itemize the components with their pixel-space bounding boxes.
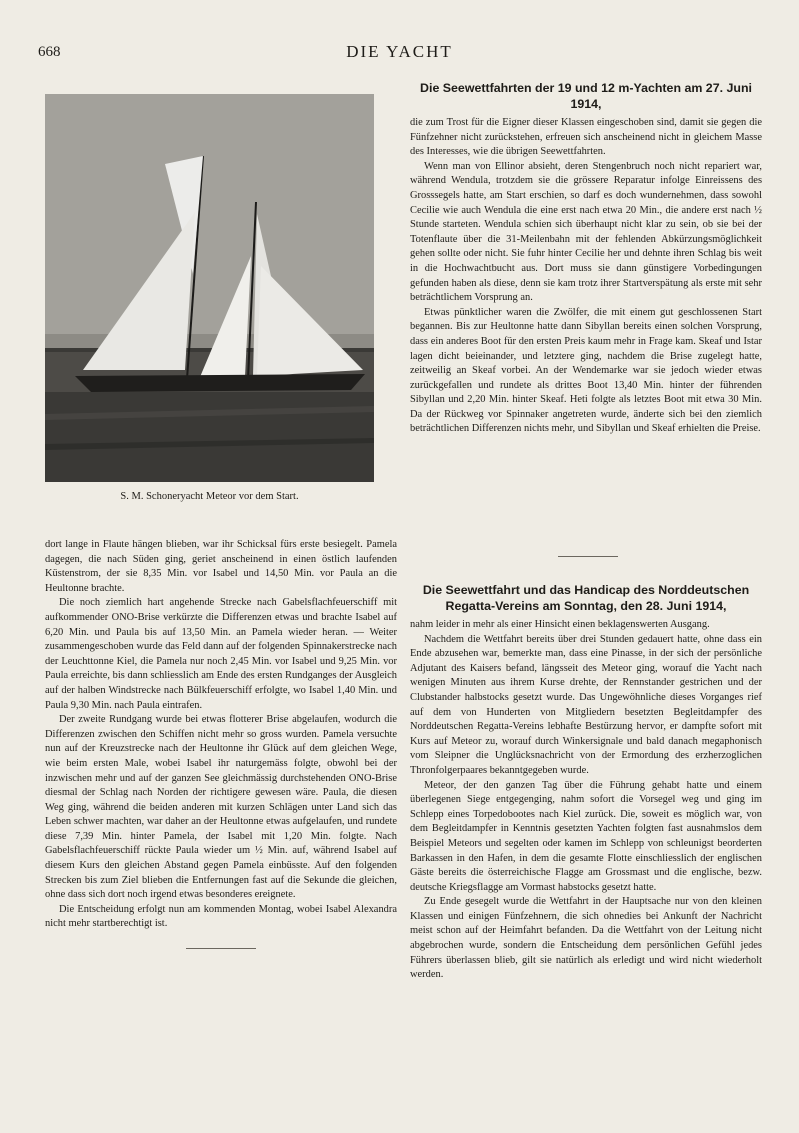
schooner-illustration (45, 94, 374, 482)
article-paragraph: Wenn man von Ellinor absieht, deren Stengenbruch noch nicht repariert war, während Wendula, trotzdem sie die grössere Reparatur infolge Einreissens des Grosssegels hatte, am Start erschien, so darf es doch wundernehmen, dass sowohl Cecilie wie auch Wendula die eine erst nach etwa 20 Min., die andere erst nach ½ Stunde starteten. Wendula schien sich überhaupt nicht klar zu sein, ob sie bei der Totenflaute über die 31-Meilenbahn mit der fehlenden Abkürzungsmöglichkeit gehen sollte oder nicht. Sie fuhr hinter Cecilie her und dehnte ihren Schlag bis weit in die Hochwachtbucht aus. Dort muss sie dann günstigere Vorbedingungen gefunden haben als diese, denn sie kam trotz ihrer Startverspätung als erste mit sehr beträchtlichem Vorsprung an. (410, 160, 762, 304)
article-paragraph: Meteor, der den ganzen Tag über die Führung gehabt hatte und einem überlegenen Siege entgegenging, nahm sofort die Vorsegel weg und ging im Schlepp eines Torpedobootes nach Kiel zurück. Die, soweit es möglich war, von dem Begleitdampfer in Kenntnis gesetzten Yachten folgten fast ausnahmslos dem Beispiel Meteors und segelten oder kamen im Schlepp von schleunigst beorderten Barkassen in den Hafen, in dem die gesamte Flotte einschliesslich der englischen Gäste bereits die österreichische Flagge am Grossmast und die englische, bezw. deutsche Kriegsflagge am Vormast habstocks gesetzt hatte. (410, 779, 762, 893)
article-handicap (410, 582, 762, 983)
article-heading: Die Seewettfahrt und das Handicap des Norddeutschen Regatta-Vereins am Sonntag, den 28. Juni 1914, (422, 583, 750, 613)
left-paragraph: Die noch ziemlich hart angehende Strecke nach Gabelsflachfeuerschiff mit aufkommender ONO-Brise verkürzte die Differenzen etwas und brachte Isabel auf 6,20 Min. und Paula bis auf 13,50 Min. an Pamela wieder heran. — Weiter zusammengeschoben wurde das Feld dann auf der folgenden Spinnakerstrecke nach der Leuchttonne Kiel, die Pamela nur noch 2,45 Min. vor Isabel und 9,25 Min. vor Paula erreichte, bis dann schliesslich am Ende des ersten Rundganges der Ausgleich auf der halben Windstrecke nach Bülkfeuerschiff erfolgte, wo Isabel 1,40 Min. und Paula 9,30 Min. nach Paula eintrafen. (45, 597, 397, 711)
schooner-photograph (45, 94, 374, 482)
left-paragraph: Der zweite Rundgang wurde bei etwas flotterer Brise abgelaufen, wodurch die Differenzen zwischen den Schiffen nicht mehr so gross wurden. Pamela versuchte nun auf der Kreuzstrecke nach der Heultonne ihr Glück auf dem gleichen Wege, wie beim ersten Male, wobei Isabel ihr naturgemäss folgte, obwohl bei der inzwischen mehr und auf der ganzen See gleichmässig durchstehenden ONO-Brise diesmal der Schlag nach Norden der richtigere gewesen wäre. Paula, die diesen Weg ging, während die beiden anderen mit kurzen Schlägen unter Land sich das Leben schwer machten, war daher an der Heultonne etwas aufgelaufen, und rundete diese 7,39 Min. hinter Pamela, der Isabel mit 1,20 Min. folgte. Nach Gabelsflachfeuerschiff rückte Paula wieder um ½ Min. auf, während Isabel auf diesem Kurs den gleichen Abstand gegen Pamela einbüsste. Auf den folgenden Strecken bis zum Ziel blieben die Entfernungen fast auf die Sekunde die gleichen, ohne dass sich dort noch irgend etwas besonderes ereignete. (45, 714, 397, 901)
left-column-text (45, 538, 397, 949)
article-paragraph: Etwas pünktlicher waren die Zwölfer, die mit einem gut geschlossenen Start begannen. Bis zur Heultonne hatte dann Sibyllan bereits einen solchen Vorsprung, dass ein anderes Boot für den ersten Preis kaum mehr in Frage kam. Skeaf und Istar lagen dicht beieinander, und letztere ging, nachdem die Brise zugelegt hatte, zeitweilig an Skeaf vorbei. An der Wendemarke war sie jedoch wieder etwas zurückgefallen und rundete als drittes Boot 13,40 Min. hinter der führenden Sibyllan und 2,20 Min. hinter Skeaf. Heti folgte als letztes Boot mit etwa 30 Min. Da der Rückweg vor Spinnaker angetreten wurde, änderte sich bei den ziemlich beträchtlichen Differenzen nichts mehr, und Sibyllan und Skeaf erhielten die Preise. (410, 306, 762, 435)
article-seewettfahrten (410, 80, 762, 437)
section-divider (558, 556, 618, 557)
left-paragraph: dort lange in Flaute hängen blieben, war ihr Schicksal fürs erste besiegelt. Pamela dagegen, die nach Süden ging, geriet anscheinend in einen östlich laufenden Küstenstrom, der sie 8,35 Min. vor Isabel und 14,50 Min. vor Paula an die Heultonne brachte. (45, 539, 397, 594)
article-paragraph: Nachdem die Wettfahrt bereits über drei Stunden gedauert hatte, ohne dass ein Ende abzusehen war, bemerkte man, dass eine Pinasse, in der sich der persönliche Adjutant des Kaisers befand, längsseit des Meteor ging, worauf die Yacht nach wenigen Minuten aus ihrem Kurse drehte, der Rennstander gestrichen und der Clubstander halbstocks gesetzt wurde. Das Ungewöhnliche dieses Vorganges rief auf dem von Hunderten von Mitgliedern besetzten Begleitdampfer des Norddeutschen Regatta-Vereins lebhafte Bestürzung hervor, er dampfte sofort mit Kurs auf Meteor zu, worauf durch Winkersignale und bald danach megaphonisch vom Sleipner die Unglücksnachricht von der Ermordung des erzherzoglichen Thronfolgerpaares bekanntgegeben wurde. (410, 633, 762, 776)
article-heading: Die Seewettfahrten der 19 und 12 m-Yachten am 27. Juni 1914, (420, 81, 752, 111)
running-title: DIE YACHT (346, 42, 453, 61)
article-paragraph: nahm leider in mehr als einer Hinsicht einen beklagenswerten Ausgang. (410, 619, 710, 630)
left-paragraph: Die Entscheidung erfolgt nun am kommenden Montag, wobei Isabel Alexandra nicht mehr startberechtigt ist. (45, 903, 397, 930)
article-paragraph: die zum Trost für die Eigner dieser Klassen eingeschoben sind, damit sie gegen die Fünfzehner nicht zurückstehen, erfreuen sich anscheinend nicht in gleichem Masse des Interesses, wie die übrigen Seewettfahrten. (410, 117, 762, 158)
section-divider (186, 948, 256, 949)
figure-caption: S. M. Schoneryacht Meteor vor dem Start. (120, 491, 299, 502)
page-number: 668 (38, 44, 61, 60)
article-paragraph: Zu Ende gesegelt wurde die Wettfahrt in der Hauptsache nur von den kleinen Klassen und einigen Fünfzehnern, die sich ohnedies bei Ankunft der Nachricht meist schon auf der Heimfahrt befanden. Da die Wettfahrt von der Leitung nicht abgebrochen wurde, sondern die Entscheidung dem persönlichen Gefühl jedes Führers überlassen blieb, gilt sie natürlich als erledigt und wird nicht wiederholt werden. (410, 896, 762, 981)
